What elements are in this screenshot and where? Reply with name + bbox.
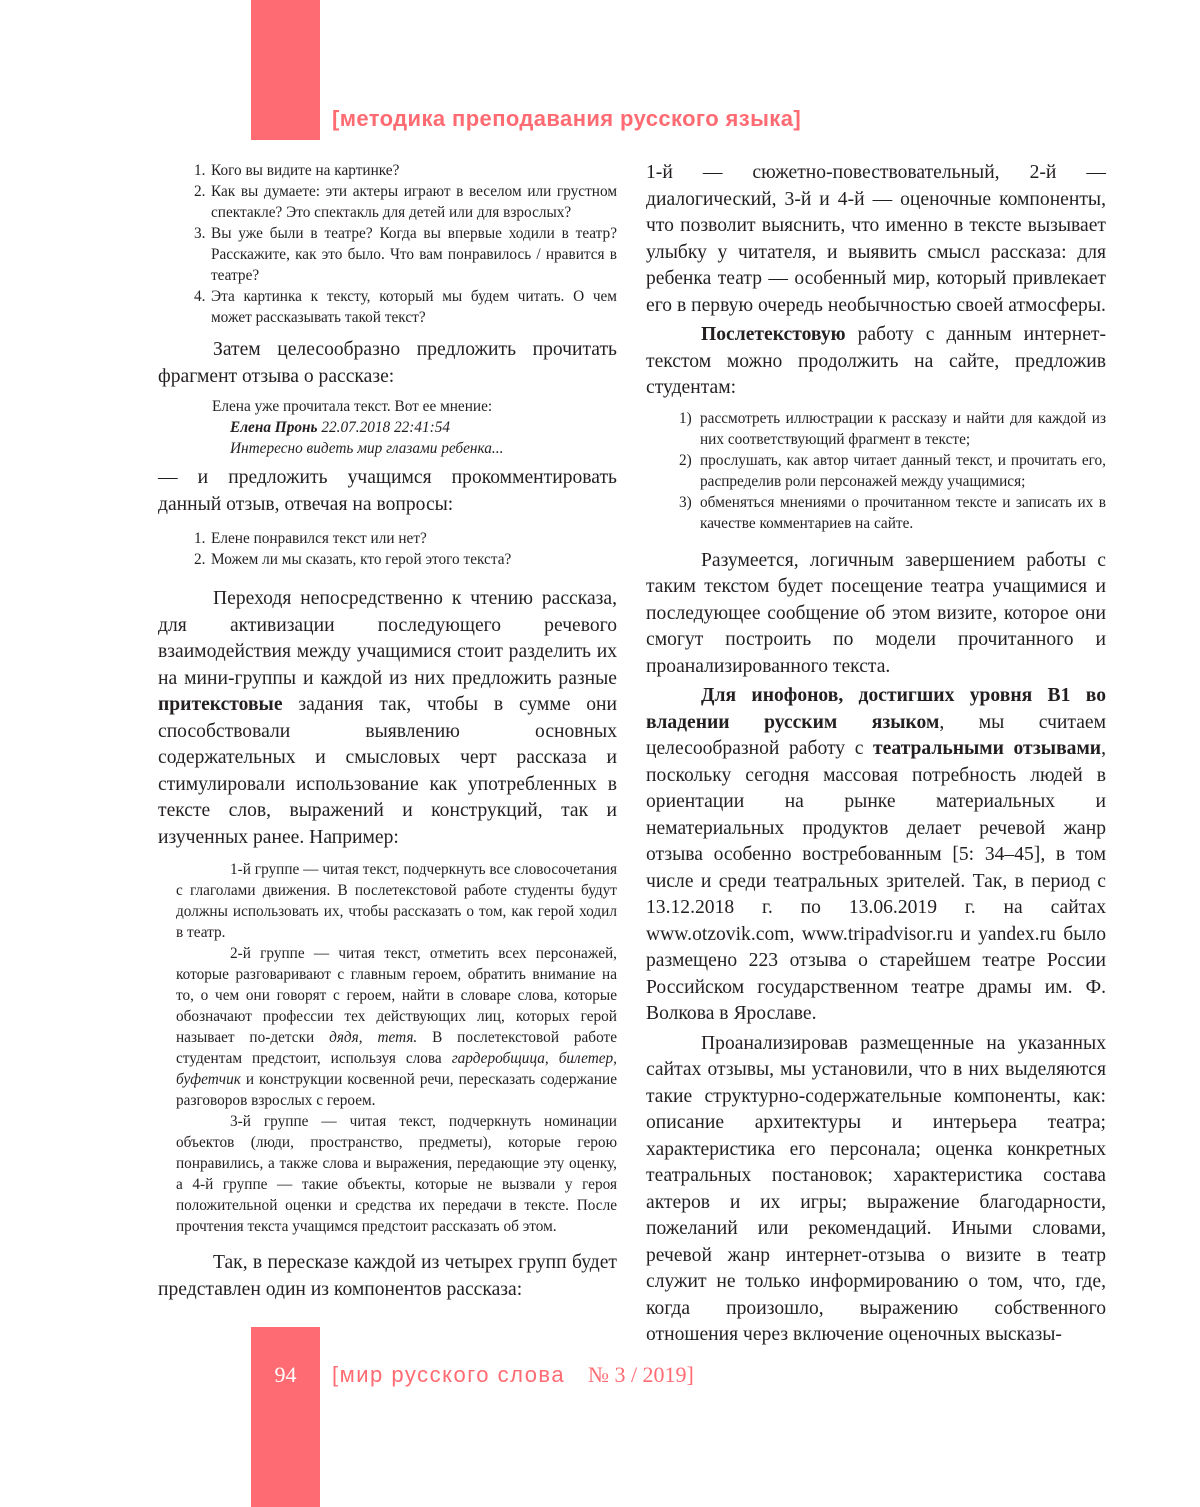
section-header: [методика преподавания русского языка] bbox=[332, 106, 802, 131]
paragraph-comment: — и предложить учащимся прокомментировать данный отзыв, отвечая на вопросы: bbox=[158, 467, 617, 515]
list-item: 1. Елене понравился текст или нет? bbox=[194, 530, 427, 547]
review-datetime: 22.07.2018 22:41:54 bbox=[321, 419, 451, 436]
accent-bar-top bbox=[251, 0, 320, 140]
paragraph-b1-reviews: Для инофонов, достигших уровня В1 во владении русским языком, мы считаем целесообразной работу с театральными отзывами, поскольку сегодня массовая потребность людей в ориентации на рынке материальных и нематериальных продуктов делает речевой жанр отзыва особенно востребованным [5: 34–45], в том числе и среди театральных зрителей. Так, в период с 13.12.2018 г. по 13.06.2019 г. на сайтах www.otzovik.com, www.tripadvisor.ru и yandex.ru было размещено 223 отзыва о старейшем театре России Российском государственном театре драмы им. Ф. Волкова в Ярославе. bbox=[646, 685, 1107, 1024]
paragraph-components: 1-й — сюжетно-повествовательный, 2-й — диалогический, 3-й и 4-й — оценочные компоненты, что позволит выяснить, что именно в тексте вызывает улыбку у читателя, и выявить смысл рассказа: для ребенка театр — особенный мир, который привлекает его в первую очередь необычностью своей атмосферы. bbox=[646, 162, 1106, 316]
post-reading-tasks bbox=[646, 408, 1106, 534]
pre-reading-questions bbox=[158, 160, 617, 328]
journal-footer: [мир русского слова № 3 / 2019] bbox=[332, 1362, 694, 1387]
paragraph-analysis: Проанализировав размещенные на указанных сайтах отзывы, мы установили, что в них выделяются такие структурно-содержательные компоненты, как: описание архитектуры и интерьера театра; характеристика его персонала; оценка конкретных театральных постановок; характеристика состава актеров и их игры; выражение благодарности, пожеланий или рекомендаций. Иными словами, речевой жанр интернет-отзыва о визите в театр служит не только информированию о том, что, где, когда произошло, выражению собственного отношения через включение оценочных высказы- bbox=[646, 1032, 1106, 1345]
list-item: 2. Как вы думаете: эти актеры играют в веселом или грустном спектакле? Это спектакль для детей или для взрослых? bbox=[194, 183, 617, 221]
group-2-task: 2-й группе — читая текст, отметить всех персонажей, которые разговаривают с главным героем, обратить внимание на то, о чем они говорят с героем, найти в словаре слова, которые обозначают профессии тех действующих лиц, которых герой называет по-детски дядя, тетя. В послетекстовой работе студентам предстоит, используя слова гардеробщица, билетер, буфетчик и конструкции косвенной речи, пересказать содержание разговоров взрослых с героем. bbox=[176, 945, 618, 1109]
group-3-task: 3-й группе — читая текст, подчеркнуть номинации объектов (люди, пространство, предметы), которые герою понравились, а также слова и выражения, передающие эту оценку, а 4-й группе — такие объекты, которые не вызвали у героя положительной оценки и средства их передачи в тексте. После прочтения текста учащимся предстоит рассказать об этом. bbox=[176, 1113, 617, 1235]
list-item: 1) рассмотреть иллюстрации к рассказу и найти для каждой из них соответствующий фрагмент в тексте; bbox=[679, 409, 1106, 448]
list-item: 4. Эта картинка к тексту, который мы будем читать. О чем может рассказывать такой текст? bbox=[194, 288, 617, 326]
list-item: 2) прослушать, как автор читает данный текст, и прочитать его, распределив роли персонажей между учащимися; bbox=[679, 451, 1106, 490]
list-item: 3. Вы уже были в театре? Когда вы впервые ходили в театр? Расскажите, как это было. Что вам понравилось / нравится в театре? bbox=[194, 225, 617, 284]
paragraph-groups: Переходя непосредственно к чтению рассказа, для активизации последующего речевого взаимодействия между учащимися стоит разделить их на мини-группы и каждой из них предложить разные притекстовые задания так, чтобы в сумме они способствовали выявлению основных содержательных и смысловых черт рассказа и стимулировали использование как употребленных в тексте слов, выражений и конструкций, так и изученных ранее. Например: bbox=[158, 588, 617, 848]
review-excerpt bbox=[212, 396, 617, 459]
group-tasks bbox=[176, 859, 617, 1237]
review-questions bbox=[158, 528, 617, 570]
list-item: 1. Кого вы видите на картинке? bbox=[194, 162, 400, 179]
paragraph-post-reading: Послетекстовую работу с данным интернет-текстом можно продолжить на сайте, предложив студентам: bbox=[646, 324, 1106, 398]
review-comment: Интересно видеть мир глазами ребенка... bbox=[230, 440, 504, 457]
left-column bbox=[158, 160, 617, 1303]
review-intro: Елена уже прочитала текст. Вот ее мнение: bbox=[212, 398, 493, 415]
group-1-task: 1-й группе — читая текст, подчеркнуть все словосочетания с глаголами движения. В послетекстовой работе студенты будут должны использовать их, чтобы рассказать о том, как герой ходил в театр. bbox=[176, 861, 617, 941]
paragraph-retell: Так, в пересказе каждой из четырех групп будет представлен один из компонентов рассказа: bbox=[158, 1252, 617, 1300]
page-number: 94 bbox=[274, 1362, 297, 1387]
paragraph-offer-review: Затем целесообразно предложить прочитать фрагмент отзыва о рассказе: bbox=[158, 339, 617, 387]
right-column bbox=[646, 160, 1106, 1349]
list-item: 3) обменяться мнениями о прочитанном тексте и записать их в качестве комментариев на сайте. bbox=[679, 493, 1106, 532]
review-author: Елена Пронь bbox=[230, 419, 318, 436]
list-item: 2. Можем ли мы сказать, кто герой этого текста? bbox=[194, 551, 512, 568]
paragraph-theatre-visit: Разумеется, логичным завершением работы с таким текстом будет посещение театра учащимися и последующее сообщение об этом визите, которое они смогут построить по модели прочитанного и проанализированного текста. bbox=[646, 549, 1106, 677]
review-byline bbox=[212, 417, 617, 438]
accent-bar-bottom bbox=[251, 1327, 320, 1507]
